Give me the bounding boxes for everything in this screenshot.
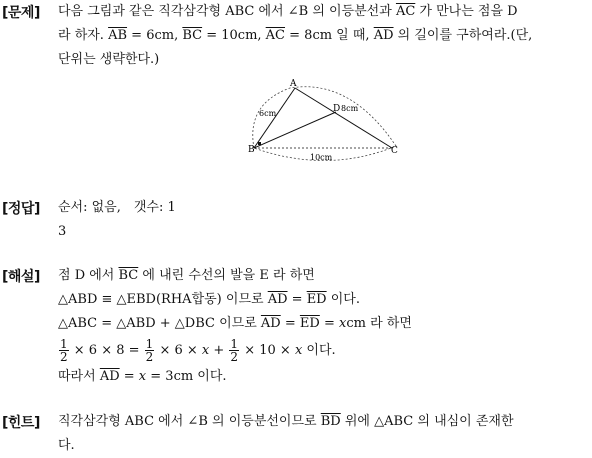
explanation-line-5: 따라서 $\overline{AD} = x = 3cm$ 이다. [58,369,227,384]
problem-tag: [문제] [2,5,40,21]
segment-ed: $\overline{ED}$ [299,316,320,331]
label-dc-length: 8cm [341,104,359,113]
explanation-line-2: △ABD ≡ △EBD(RHA합동) 이므로 $\overline{AD} = \overline{ED}$ 이다. [58,292,360,307]
explanation-line-1: 점 D 에서 $\overline{BC}$ 에 내린 수선의 발을 E 라 하면 [58,268,315,283]
segment-ad: $\overline{AD}$ [99,369,120,384]
segment-ac: $\overline{AC}$ [265,28,286,43]
triangle-figure [248,74,408,166]
problem-body [58,0,588,72]
segment-bc: $\overline{BC}$ [118,268,139,283]
segment-bc: $\overline{BC}$ [182,28,203,43]
segment-ad: $\overline{AD}$ [267,292,288,307]
label-ab-length: 6cm [259,109,277,118]
hint-line-1: 직각삼각형 ABC 에서 ∠B 의 이등분선이므로 $\overline{BD}$ 위에 △ABC 의 내심이 존재한 [58,414,514,429]
explanation-equation: $\frac{1}{2}$ × 6 × 8 = $\frac{1}{2}$ × 6 × x + $\frac{1}{2}$ × 10 × x 이다. [60,337,336,364]
explanation-body [58,264,588,388]
label-d: D [333,104,341,114]
hint-line-2: 다. [58,438,75,453]
answer-value: 3 [58,224,67,239]
label-bc-length: 10cm [310,153,333,162]
segment-ed: $\overline{ED}$ [306,292,327,307]
problem-line-3: 단위는 생략한다.) [58,52,160,67]
segment-ad: $\overline{AD}$ [373,28,394,43]
fraction-half: $\frac{1}{2}$ [230,337,239,364]
explanation-line-3: △ABC = △ABD + △DBC 이므로 $\overline{AD} = \overline{ED}$ = xcm 라 하면 [58,316,412,331]
answer-tag: [정답] [2,201,40,217]
hint-tag: [힌트] [2,415,40,431]
fraction-half: $\frac{1}{2}$ [145,337,154,364]
segment-ad: $\overline{AD}$ [260,316,281,331]
right-angle-mark [258,142,261,145]
segment-ac: $\overline{AC}$ [395,4,416,19]
answer-line-1: 순서: 없음, 갯수: 1 [58,200,176,215]
problem-line-2: 라 하자. $\overline{AB} = 6cm$, $\overline{BC} = 10cm$, $\overline{AC} = 8cm$ 일 때, $\overline{AD}$ 의 길이를 구하여라.(단, [58,28,533,43]
explanation-tag: [해설] [2,269,40,285]
segment-ab: $\overline{AB}$ [108,28,128,43]
answer-body [58,196,588,244]
hint-body [58,410,588,458]
label-a: A [290,79,297,89]
label-c: C [391,146,398,156]
side-ac [295,88,392,148]
problem-line-1: 다음 그림과 같은 직각삼각형 ABC 에서 ∠B 의 이등분선과 $\overline{AC}$ 가 만나는 점을 D [58,4,518,19]
segment-bd: $\overline{BD}$ [320,414,341,429]
fraction-half: $\frac{1}{2}$ [60,337,68,364]
circumcircle-arc [253,87,396,161]
label-b: B [248,145,255,155]
